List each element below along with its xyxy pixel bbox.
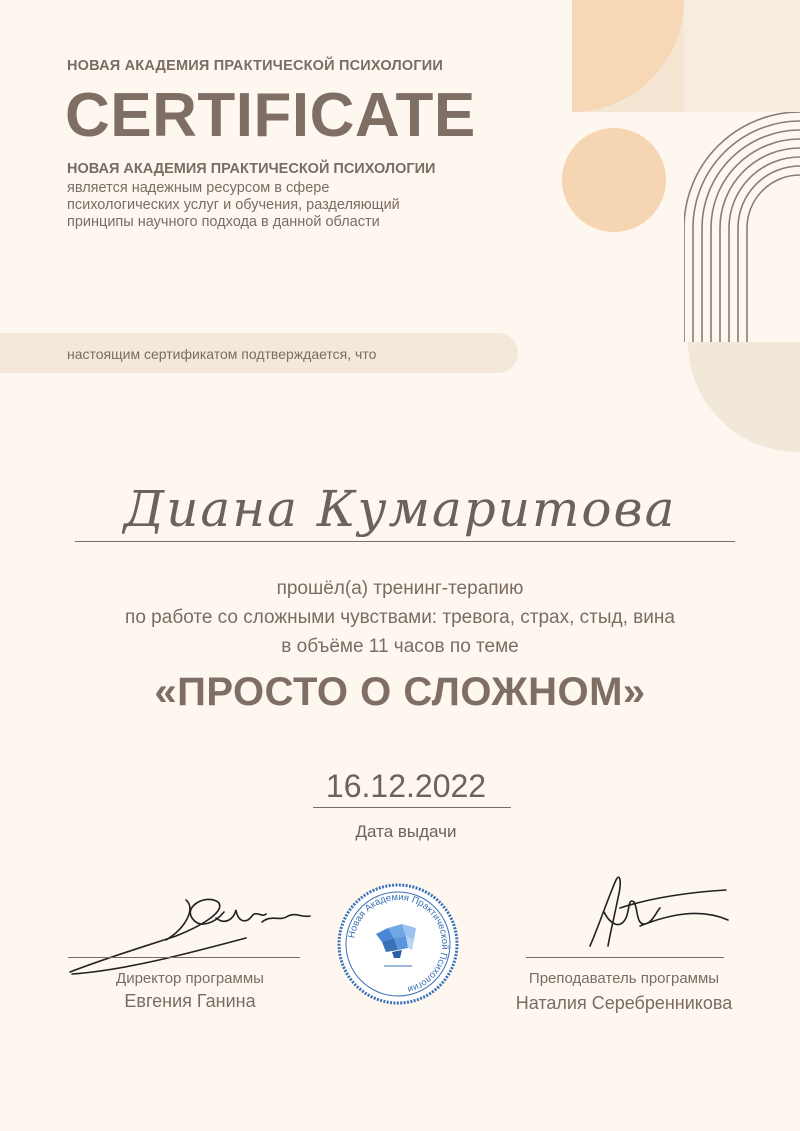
- course-line: по работе со сложными чувствами: тревога, страх, стыд, вина: [125, 607, 675, 628]
- academy-name-repeat: НОВАЯ АКАДЕМИЯ ПРАКТИЧЕСКОЙ ПСИХОЛОГИИ: [67, 161, 436, 177]
- description-line: принципы научного подхода в данной области: [67, 214, 380, 230]
- signature-line-right: [526, 957, 724, 958]
- certificate-title: CERTIFICATE: [65, 81, 476, 150]
- recipient-name: Диана Кумаритова: [123, 480, 677, 538]
- seal-text: Новая Академия Практической Психологии: [346, 891, 451, 995]
- decor-arches: [684, 112, 800, 342]
- director-name: Евгения Ганина: [124, 991, 256, 1011]
- academy-name: НОВАЯ АКАДЕМИЯ ПРАКТИЧЕСКОЙ ПСИХОЛОГИИ: [67, 58, 444, 74]
- confirmation-text: настоящим сертификатом подтверждается, что: [67, 346, 377, 362]
- academy-seal: [336, 882, 460, 1006]
- teacher-signature: [580, 868, 730, 958]
- decor-circle: [562, 128, 666, 232]
- course-topic: «ПРОСТО О СЛОЖНОМ»: [154, 670, 646, 714]
- course-description: [0, 574, 800, 661]
- issue-date: 16.12.2022: [325, 768, 487, 804]
- date-underline: [313, 807, 511, 808]
- teacher-name: Наталия Серебренникова: [515, 993, 733, 1013]
- course-line: в объёме 11 часов по теме: [281, 636, 519, 657]
- director-signature: [66, 888, 316, 978]
- teacher-role: Преподаватель программы: [528, 970, 720, 987]
- decor-panel-right: [684, 0, 800, 112]
- description-line: психологических услуг и обучения, разделяющий: [67, 197, 400, 213]
- description-line: является надежным ресурсом в сфере: [67, 180, 330, 196]
- issue-date-label: Дата выдачи: [355, 822, 457, 841]
- director-role: Директор программы: [116, 970, 264, 987]
- academy-description: [67, 180, 487, 231]
- signature-line-left: [68, 957, 300, 958]
- name-underline: [75, 541, 735, 542]
- decor-bottom-quarter: [688, 342, 800, 452]
- course-line: прошёл(а) тренинг-терапию: [276, 578, 524, 599]
